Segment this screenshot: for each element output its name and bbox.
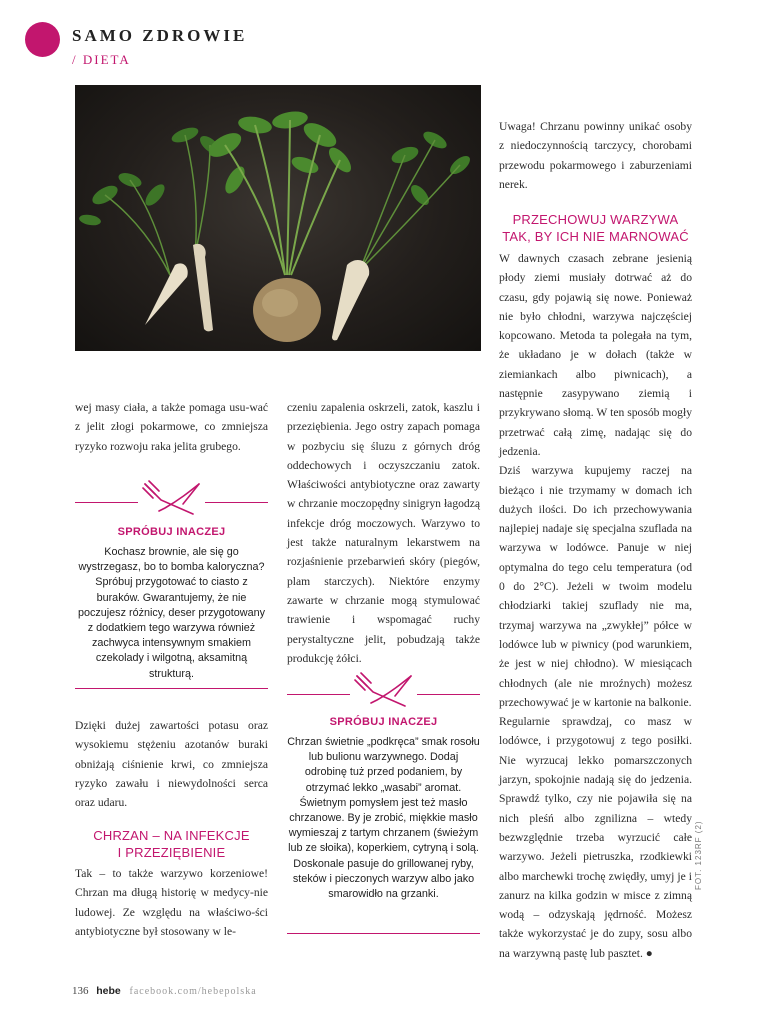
section-heading-chrzan [75, 827, 268, 861]
section-label: / DIETA [72, 52, 131, 67]
column3-text [499, 249, 692, 963]
tip-title: SPRÓBUJ INACZEJ [329, 716, 438, 728]
heading-line: CHRZAN – NA INFEKCJE [93, 828, 250, 843]
divider-line [287, 694, 350, 695]
fork-knife-icon [353, 670, 415, 715]
tip-text: Kochasz brownie, ale się go wystrzegasz, bo to bomba kaloryczna? Spróbuj przygotować to ciasto z buraków. Gwarantujemy, że nie poczujesz różnicy, deser przygotowany z dodatkiem tego warzywa również zachwyca intensywnym smakiem czekolady i wilgotną, aksamitną strukturą. [77, 546, 266, 680]
column1-text-top [75, 398, 268, 456]
paragraph: Regularnie sprawdzaj, co masz w lodówce, i przygotowuj z tego posiłki. Nie wyrzucaj lekko pomarszczonych jarzyn, spokojnie nadają się do jedzenia. Sprawdź tylko, czy nie pojawiła się na nich pleśń albo zgnilizna – wtedy bezwzględnie trzeba wyrzucić całe warzywo. Jeżeli pietruszka, rzodkiewki albo marchewki trochę zwiędły, umyj je i zanurz na kilka godzin w misce z zimną wodą – odzyskają jędrność. Możesz także wykorzystać je do zupy, sosu albo na warzywną pastę lub pasztet. ● [499, 715, 692, 960]
page-number: 136 [72, 985, 89, 997]
paragraph: Uwaga! Chrzanu powinny unikać osoby z niedoczynnością tarczycy, chorobami przewodu pokarmowego i zaburzeniami nerek. [499, 120, 692, 191]
heading-line: I PRZEZIĘBIENIE [117, 845, 226, 860]
column1-text-middle [75, 716, 268, 812]
divider-line [75, 502, 138, 503]
column2-text [287, 398, 480, 668]
heading-line: PRZECHOWUJ WARZYWA [512, 212, 679, 227]
magazine-logo: hebe [96, 985, 121, 997]
paragraph: W dawnych czasach zebrane jesienią płody ziemi musiały dotrwać aż do czasu, gdy pojawią się nowe. Ponieważ nie było chłodni, warzywa najczęściej kopcowano. Metoda ta polegała na tym, że układano je w dołach (także w ziemiankach albo piwnicach), a następnie zasypywano ziemią i przykrywano słomą. W ten sposób mogły przetrwać całą zimę, nadając się do jedzenia. [499, 252, 692, 458]
heading-line: TAK, BY ICH NIE MARNOWAĆ [502, 229, 689, 244]
column1-text-bottom [75, 864, 268, 941]
tip-text: Chrzan świetnie „podkręca” smak rosołu lub bulionu warzywnego. Dodaj odrobinę tuż przed podaniem, by otrzymać lekko „wasabi” aromat. Świetnym pomysłem jest też masło chrzanowe. By je zrobić, miękkie masło wymieszaj z tartym chrzanem (świeżym lub ze słoika), koperkiem, cytryną i solą. Doskonale pasuje do grillowanej ryby, steków i pieczonych warzyw albo jako smarowidło na grzanki. [287, 736, 480, 901]
section-dot [25, 22, 60, 57]
root-vegetables-photo [75, 85, 481, 351]
section-heading-przechowuj [499, 211, 692, 245]
paragraph: Dzięki dużej zawartości potasu oraz wysokiemu stężeniu azotanów buraki obniżają ciśnienie krwi, co zmniejsza ryzyko zawału i niewydolności serca oraz udaru. [75, 719, 268, 810]
divider-line [205, 502, 268, 503]
divider-line [287, 933, 480, 934]
tip-title: SPRÓBUJ INACZEJ [117, 526, 226, 538]
paragraph: wej masy ciała, a także pomaga usu-wać z jelit złogi pokarmowe, co zmniejsza ryzyko rozwoju raka jelita grubego. [75, 401, 268, 453]
tip-box-brownie [75, 478, 268, 693]
paragraph: Tak – to także warzywo korzeniowe! Chrzan ma długą historię w medycy-nie ludowej. Ze względu na właściwo-ści antybiotyczne był stosowany w le- [75, 867, 268, 938]
tip-box-chrzan [287, 670, 480, 936]
magazine-section-title: SAMO ZDROWIE [72, 26, 248, 45]
photo-credit: FOT. 123RF (2) [694, 820, 703, 890]
column3-text-top [499, 117, 692, 194]
divider-line [417, 694, 480, 695]
page-footer [72, 985, 257, 997]
divider-line [75, 688, 268, 689]
facebook-link[interactable]: facebook.com/hebepolska [129, 986, 257, 997]
paragraph: Dziś warzywa kupujemy raczej na bieżąco i nie trzymamy w domach ich dużych ilości. Do ich przechowywania najlepiej nadaje się specjalna szuflada na warzywa w lodówce. Panuje w niej optymalna do tego celu temperatura (od 0 do 2°C). Jeżeli w twoim modelu chłodziarki takiej szuflady nie ma, trzymaj warzywa na „zwykłej” półce w lodówce lub w piwnicy (pod warunkiem, że jest w niej chłodno). W miesiącach chłodnych (ale nie mroźnych) możesz przechowywać je w kartonie na balkonie. [499, 464, 692, 709]
fork-knife-icon [141, 478, 203, 523]
paragraph: czeniu zapalenia oskrzeli, zatok, kaszlu i przeziębienia. Jego ostry zapach pomaga w pozbyciu się śluzu z górnych dróg oddechowych i oczyszczaniu zatok. Właściwości antybiotyczne oraz zawarty w chrzanie moczopędny sinigryn łagodzą infekcje dróg moczowych. Warzywo to jest także naturalnym lekarstwem na rozjaśnienie przebarwień skóry (piegów, plam starczych). Niektóre enzymy zawarte w chrzanie mogą stymulować trawienie i wspomagać ruchy perystaltyczne jelit, pobudzają także produkcję żółci. [287, 401, 480, 665]
